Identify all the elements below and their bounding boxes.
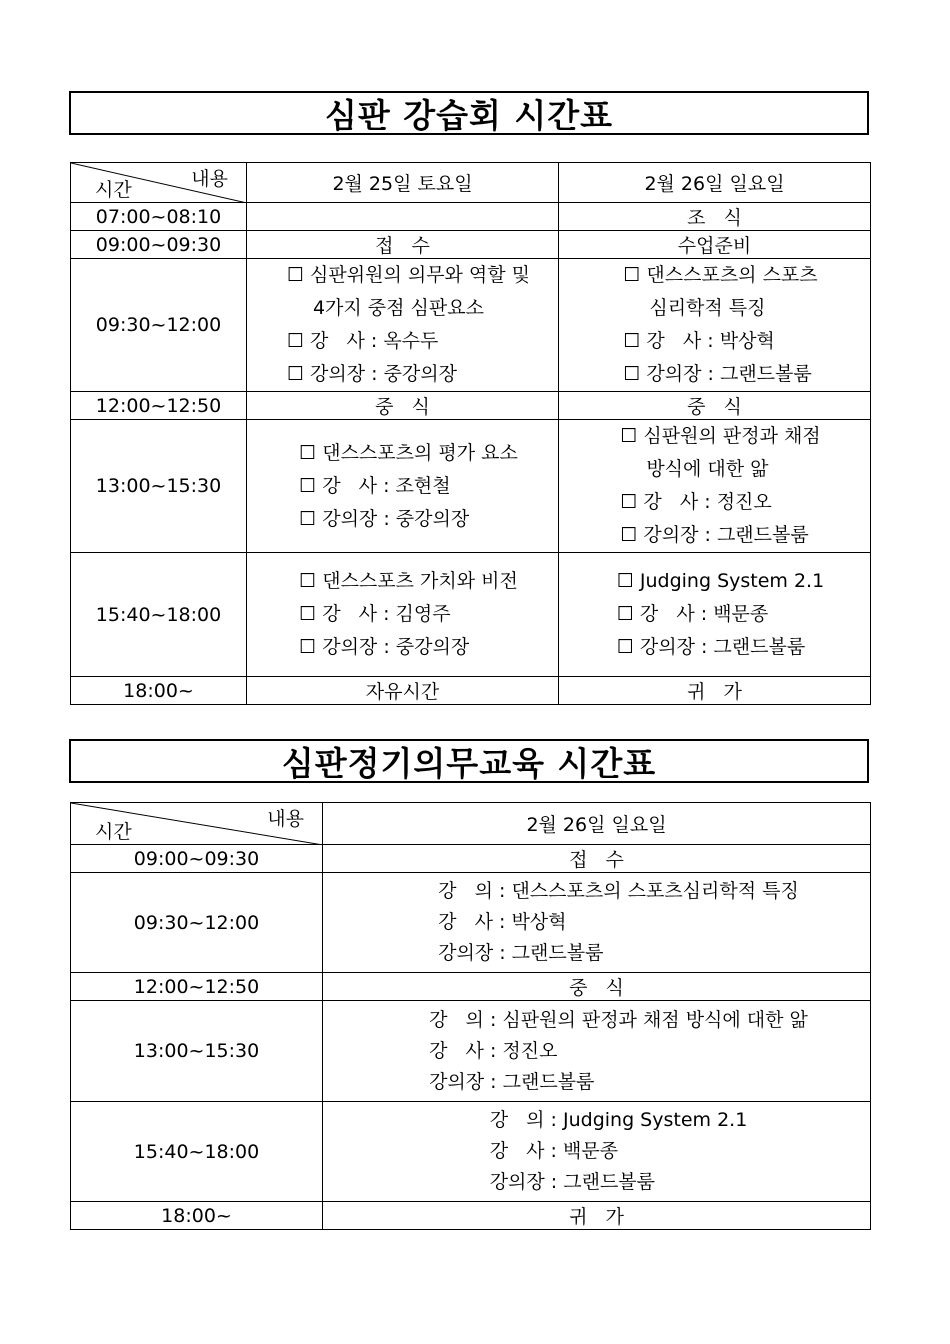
table-row [71, 1001, 871, 1102]
time-cell: 09:00~09:30 [71, 845, 323, 873]
session-topic: ☐ 심판위원의 의무와 역할 및 [286, 264, 531, 286]
session-topic: ☐ Judging System 2.1 [616, 570, 825, 592]
session-lecturer: 강 사 : 정진오 [429, 1039, 558, 1062]
table-row [71, 1102, 871, 1202]
lunch-cell: 중 식 [559, 392, 871, 420]
header-diagonal-cell [71, 163, 247, 203]
table-row [71, 973, 871, 1001]
seminar-title: 심판 강습회 시간표 [69, 91, 869, 135]
session-topic-cont: 방식에 대한 앎 [646, 458, 769, 480]
content-label: 내용 [267, 808, 304, 830]
session-lecturer: ☐ 강 사 : 박상혁 [623, 330, 775, 352]
session-cell [323, 873, 871, 973]
table-row [71, 231, 871, 259]
time-cell: 15:40~18:00 [71, 553, 247, 677]
time-cell: 15:40~18:00 [71, 1102, 323, 1202]
session-cell [247, 553, 559, 677]
content-label: 내용 [191, 168, 228, 190]
session-lecturer: ☐ 강 사 : 옥수두 [286, 330, 439, 352]
session-venue: ☐ 강의장 : 그랜드볼룸 [616, 636, 806, 658]
session-cell [247, 420, 559, 553]
table-row [71, 203, 871, 231]
education-title: 심판정기의무교육 시간표 [69, 739, 869, 783]
lunch-cell: 중 식 [247, 392, 559, 420]
table-header-row [71, 163, 871, 203]
session-cell [559, 420, 871, 553]
session-lecturer: ☐ 강 사 : 김영주 [299, 603, 451, 625]
time-cell: 13:00~15:30 [71, 420, 247, 553]
session-venue: ☐ 강의장 : 그랜드볼룸 [620, 524, 809, 546]
table-row [71, 1202, 871, 1230]
time-cell: 09:30~12:00 [71, 873, 323, 973]
session-lecturer: 강 사 : 백문종 [489, 1140, 619, 1162]
session-topic: ☐ 댄스스포츠의 평가 요소 [299, 441, 518, 464]
table-row [71, 873, 871, 973]
time-cell: 18:00~ [71, 677, 247, 705]
day1-header: 2월 25일 토요일 [247, 163, 559, 203]
session-cell [559, 259, 871, 392]
time-cell: 13:00~15:30 [71, 1001, 323, 1102]
registration-cell: 접 수 [247, 231, 559, 259]
time-label: 시간 [95, 179, 132, 201]
session-topic: 강 의 : 심판원의 판정과 채점 방식에 대한 앎 [429, 1008, 808, 1031]
session-topic-cont: 심리학적 특징 [649, 297, 766, 319]
time-cell: 12:00~12:50 [71, 392, 247, 420]
empty-cell [247, 203, 559, 231]
table-row [71, 845, 871, 873]
table-row [71, 259, 871, 392]
free-time-cell: 자유시간 [247, 677, 559, 705]
time-cell: 07:00~08:10 [71, 203, 247, 231]
session-lecturer: ☐ 강 사 : 백문종 [616, 603, 769, 625]
time-label: 시간 [95, 821, 132, 843]
session-lecturer: 강 사 : 박상혁 [438, 911, 567, 933]
table-row [71, 677, 871, 705]
session-venue: ☐ 강의장 : 중강의장 [299, 636, 470, 658]
session-cell [323, 1001, 871, 1102]
session-venue: ☐ 강의장 : 중강의장 [286, 363, 457, 385]
day2-header: 2월 26일 일요일 [559, 163, 871, 203]
day-header: 2월 26일 일요일 [323, 803, 871, 845]
table-row [71, 553, 871, 677]
time-cell: 18:00~ [71, 1202, 323, 1230]
session-cell [247, 259, 559, 392]
table-row [71, 420, 871, 553]
session-lecturer: ☐ 강 사 : 조현철 [299, 474, 451, 497]
session-topic: ☐ 심판원의 판정과 채점 [620, 425, 821, 447]
session-venue: 강의장 : 그랜드볼룸 [489, 1171, 656, 1193]
session-topic-cont: 4가지 중점 심판요소 [312, 297, 484, 319]
return-home-cell: 귀 가 [559, 677, 871, 705]
session-cell [559, 553, 871, 677]
table-row [71, 392, 871, 420]
session-cell [323, 1102, 871, 1202]
time-cell: 12:00~12:50 [71, 973, 323, 1001]
return-home-cell: 귀 가 [323, 1202, 871, 1230]
session-venue: 강의장 : 그랜드볼룸 [429, 1070, 595, 1093]
session-lecturer: ☐ 강 사 : 정진오 [620, 491, 772, 513]
time-cell: 09:00~09:30 [71, 231, 247, 259]
session-venue: 강의장 : 그랜드볼룸 [438, 942, 604, 964]
class-prep-cell: 수업준비 [559, 231, 871, 259]
header-diagonal-cell [71, 803, 323, 845]
table-header-row [71, 803, 871, 845]
session-topic: ☐ 댄스스포츠의 스포츠 [623, 264, 818, 286]
time-cell: 09:30~12:00 [71, 259, 247, 392]
seminar-schedule-table [70, 162, 871, 705]
session-topic: ☐ 댄스스포츠 가치와 비전 [299, 570, 518, 592]
registration-cell: 접 수 [323, 845, 871, 873]
session-topic: 강 의 : Judging System 2.1 [489, 1109, 748, 1131]
education-schedule-table [70, 802, 871, 1230]
session-topic: 강 의 : 댄스스포츠의 스포츠심리학적 특징 [438, 880, 799, 902]
session-venue: ☐ 강의장 : 중강의장 [299, 507, 470, 530]
breakfast-cell: 조 식 [559, 203, 871, 231]
session-venue: ☐ 강의장 : 그랜드볼룸 [623, 363, 812, 385]
lunch-cell: 중 식 [323, 973, 871, 1001]
